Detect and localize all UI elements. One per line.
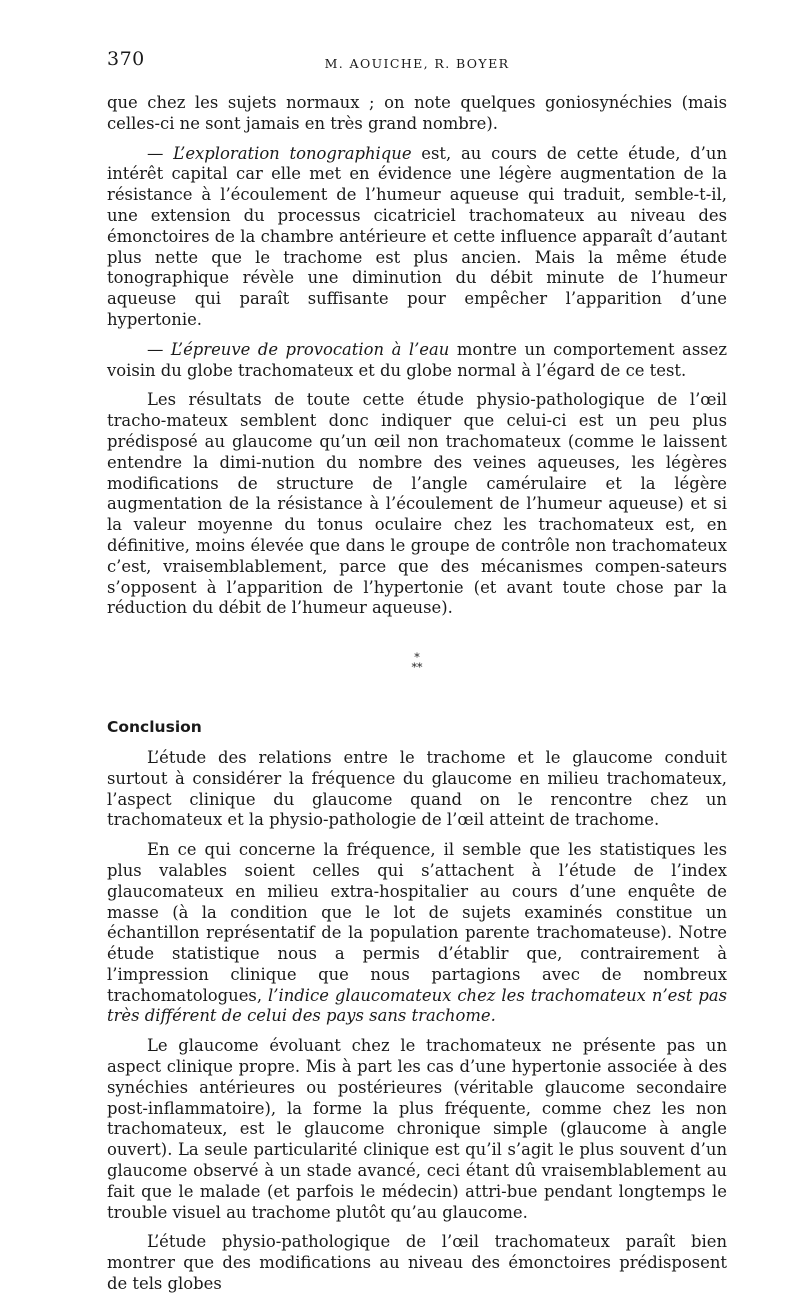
emphasis-term: L’exploration tonographique [173,143,412,163]
body-text [107,93,727,1295]
emphasis-finding: l’indice glaucomateux chez les trachomateux n’est pas très différent de celui des pays sans trachome. [107,985,727,1026]
paragraph-text: En ce qui concerne la fréquence, il semble que les statistiques les plus valables soient celles qui s’attachent à l’étude de l’index glaucomateux en milieu extra-hospitalier au cours d’une enquête de masse (à la condition que le lot de sujets examinés constitue un échantillon représentatif de la population parente trachomateuse). Notre étude statistique nous a permis d’établir que, contrairement à l’impression clinique que nous partagions avec de nombreux trachomatologues, [107,840,727,1005]
paragraph-text: que chez les sujets normaux ; on note quelques goniosynéchies (mais celles-ci ne sont jamais en très grand nombre). [107,93,727,133]
paragraph-results [107,390,727,619]
paragraph-physiopathology [107,1232,727,1294]
paragraph-text: Le glaucome évoluant chez le trachomateux ne présente pas un aspect clinique propre. Mis à part les cas d’une hypertonie associée à des synéchies antérieures ou postérieures (véritable glaucome secondaire post-inflammatoire), la forme la plus fréquente, comme chez les non trachomateux, est le glaucome chronique simple (glaucome à angle ouvert). La seule particularité clinique est qu’il s’agit le plus souvent d’un glaucome observé à un stade avancé, ceci étant dû vraisemblablement au fait que le malade (et parfois le médecin) attri-bue pendant longtemps le trouble visuel au trachome plutôt qu’au glaucome. [107,1036,727,1222]
em-dash: — [147,143,174,163]
em-dash: — [147,339,171,359]
paragraph-text: est, au cours de cette étude, d’un intérêt capital car elle met en évidence une légère augmentation de la résistance à l’écoulement de l’humeur aqueuse qui traduit, semble-t-il, une extension du processus cicatriciel trachomateux au niveau des émonctoires de la chambre antérieure et cette influence apparaît d’autant plus nette que le trachome est plus ancien. Mais la même étude tonographique révèle une diminution du débit minute de l’humeur aqueuse qui paraît suffisante pour empêcher l’apparition d’une hypertonie. [107,143,727,329]
paragraph-text: L’étude physio-pathologique de l’œil trachomateux paraît bien montrer que des modifications au niveau des émonctoires prédisposent de tels globes [107,1232,727,1294]
asterism-top: * [414,651,420,665]
paragraph-tonography [107,144,727,331]
paragraph-text: L’étude des relations entre le trachome et le glaucome conduit surtout à considérer la fréquence du glaucome en milieu trachomateux, l’aspect clinique du glaucome quand on le rencontre chez un trachomateux et la physio-pathologie de l’œil atteint de trachome. [107,747,727,830]
paragraph-provocation-test [107,340,727,382]
page-header [107,48,727,78]
section-asterism [107,653,727,701]
paragraph-text: montre un comportement assez voisin du globe trachomateux et du globe normal à l’égard de ce test. [107,339,727,380]
paragraph-frequency [107,840,727,1027]
section-heading: Conclusion [107,718,202,737]
page-number: 370 [107,48,145,70]
paragraph-clinical-aspect [107,1036,727,1223]
running-head: M. AOUICHE, R. BOYER [324,56,510,71]
emphasis-term: L’épreuve de provocation à l’eau [170,339,450,359]
paragraph-conclusion-intro [107,748,727,831]
asterism-bottom: ** [411,661,423,675]
paragraph-text: Les résultats de toute cette étude physio-pathologique de l’œil tracho-mateux semblent donc indiquer que celui-ci est un peu plus prédisposé au glaucome qu’un œil non trachomateux (comme le laissent entendre la dimi-nution du nombre des veines aqueuses, les légères modifications de structure de l’angle camérulaire et la légère augmentation de la résistance à l’écoulement de l’humeur aqueuse) et si la valeur moyenne du tonus oculaire chez les trachomateux est, en définitive, moins élevée que dans le groupe de contrôle non trachomateux c’est, vraisemblablement, parce que des mécanismes compen-sateurs s’opposent à l’apparition de l’hypertonie (et avant toute chose par la réduction du débit de l’humeur aqueuse). [107,390,727,618]
paragraph-continuation [107,93,727,135]
